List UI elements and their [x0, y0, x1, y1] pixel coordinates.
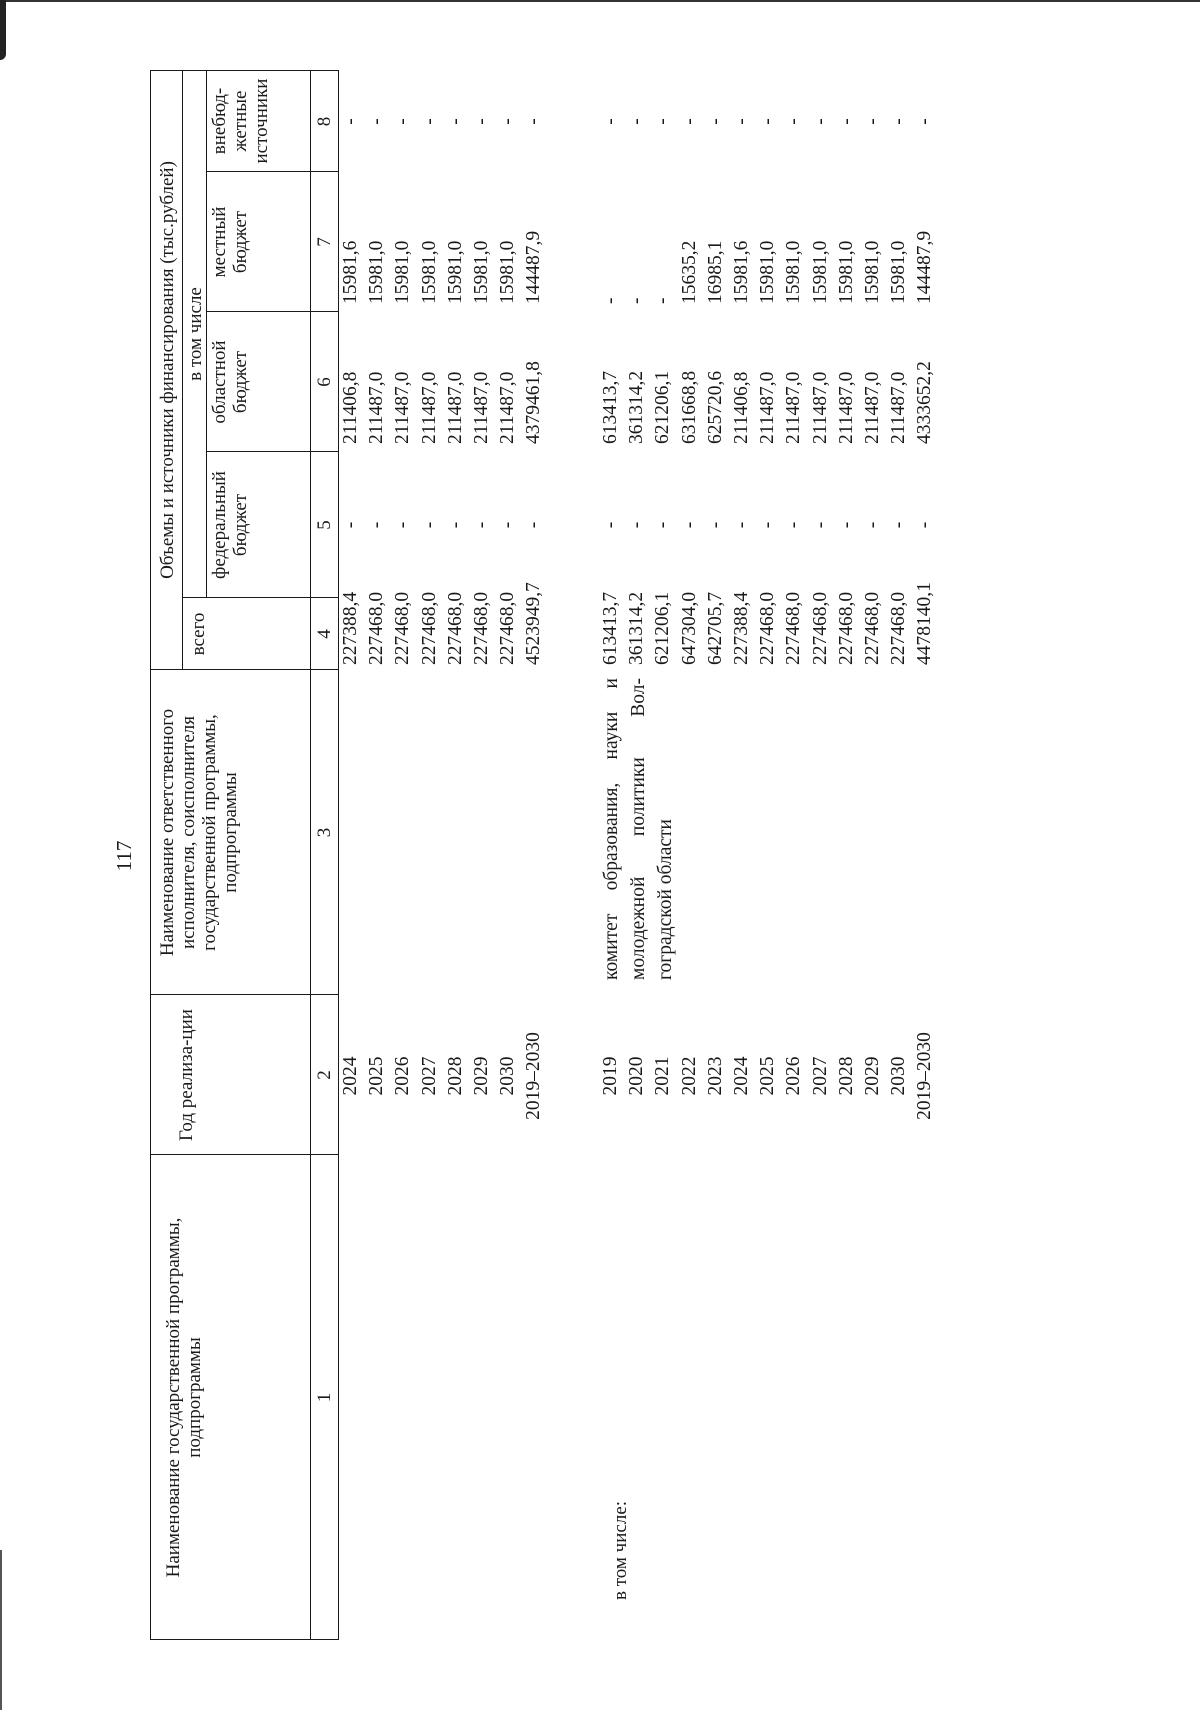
regional-cell: 613413,7 — [600, 370, 621, 444]
total-cell: 227468,0 — [757, 591, 779, 665]
total-cell: 361314,2 — [626, 591, 648, 665]
total-cell: 4523949,7 — [523, 582, 545, 665]
extra-cell: - — [497, 118, 519, 125]
year-cell: 2019 — [600, 1056, 621, 1096]
header-funding: Объемы и источники финансирования (тыс.рублей) — [156, 161, 178, 579]
total-cell: 613413,7 — [600, 591, 621, 665]
year-cell: 2024 — [340, 1056, 361, 1096]
extra-cell: - — [809, 118, 831, 125]
extra-cell: - — [652, 118, 674, 125]
federal-cell: - — [600, 521, 621, 529]
col-border-1 — [150, 1154, 338, 1155]
regional-cell: 631668,8 — [678, 370, 700, 444]
total-cell: 227468,0 — [366, 591, 388, 665]
federal-cell: - — [888, 521, 910, 529]
local-cell: 144487,9 — [523, 230, 545, 304]
federal-cell: - — [678, 521, 700, 529]
year-cell: 2029 — [861, 1056, 883, 1096]
year-cell: 2026 — [783, 1056, 805, 1096]
year-cell: 2026 — [392, 1056, 414, 1096]
federal-cell: - — [704, 521, 726, 529]
regional-cell: 625720,6 — [704, 370, 726, 444]
total-cell: 227468,0 — [809, 591, 831, 665]
header-federal: федеральный бюджет — [209, 471, 251, 579]
local-cell: 15981,0 — [366, 240, 388, 304]
local-cell: - — [600, 297, 621, 304]
total-cell: 227468,0 — [470, 591, 492, 665]
block1-local — [338, 174, 548, 304]
block2-regional — [598, 314, 938, 444]
year-cell: 2028 — [835, 1056, 857, 1096]
federal-cell: - — [418, 521, 440, 529]
block1-federal — [338, 452, 548, 598]
local-cell: 16985,1 — [704, 240, 726, 304]
regional-cell: 211406,8 — [340, 371, 361, 444]
extra-cell: - — [626, 118, 648, 125]
local-cell: - — [652, 297, 674, 304]
local-cell: 15981,0 — [809, 240, 831, 304]
federal-cell: - — [783, 521, 805, 529]
year-cell: 2019–2030 — [914, 1032, 936, 1120]
total-cell: 227388,4 — [730, 591, 752, 665]
year-cell: 2030 — [497, 1056, 519, 1096]
extra-cell: - — [418, 118, 440, 125]
federal-cell: - — [809, 521, 831, 529]
header-total: всего — [187, 612, 209, 656]
federal-cell: - — [652, 521, 674, 529]
regional-cell: 211487,0 — [366, 371, 388, 444]
total-cell: 227468,0 — [888, 591, 910, 665]
rotated-table-page — [150, 70, 1190, 1640]
column-number-3: 3 — [314, 827, 335, 838]
block2-extra — [598, 71, 938, 172]
regional-cell: 211487,0 — [497, 371, 519, 444]
local-cell: 15981,0 — [835, 240, 857, 304]
header-extra: внебюд-жетные источники — [208, 78, 272, 164]
federal-cell: - — [914, 521, 936, 529]
regional-cell: 211487,0 — [783, 371, 805, 444]
year-cell: 2023 — [704, 1056, 726, 1096]
year-cell: 2022 — [678, 1056, 700, 1096]
scan-binding-mark — [0, 0, 6, 60]
extra-cell: - — [757, 118, 779, 125]
year-cell: 2025 — [366, 1056, 388, 1096]
local-cell: 15981,6 — [340, 240, 361, 304]
year-cell: 2025 — [757, 1056, 779, 1096]
local-cell: 15981,0 — [418, 240, 440, 304]
regional-cell: 211487,0 — [835, 371, 857, 444]
column-number-8: 8 — [314, 116, 335, 127]
total-cell: 227468,0 — [497, 591, 519, 665]
regional-cell: 211487,0 — [757, 371, 779, 444]
total-cell: 227468,0 — [418, 591, 440, 665]
block2-years — [598, 1000, 938, 1152]
total-cell: 227468,0 — [392, 591, 414, 665]
scan-top-edge — [0, 0, 1200, 2]
extra-cell: - — [914, 118, 936, 125]
extra-cell: - — [835, 118, 857, 125]
table-top-border — [150, 70, 151, 1640]
extra-cell: - — [783, 118, 805, 125]
federal-cell: - — [470, 521, 492, 529]
regional-cell: 211487,0 — [470, 371, 492, 444]
regional-cell: 211487,0 — [888, 371, 910, 444]
total-cell: 227468,0 — [835, 591, 857, 665]
header-line-including — [206, 70, 207, 598]
block2-federal — [598, 452, 938, 598]
year-cell: 2028 — [444, 1056, 466, 1096]
header-year: Год реализа-ции — [175, 1009, 197, 1141]
extra-cell: - — [600, 118, 621, 125]
total-cell: 647304,0 — [678, 591, 700, 665]
federal-cell: - — [392, 521, 414, 529]
federal-cell: - — [757, 521, 779, 529]
total-cell: 4478140,1 — [914, 582, 936, 665]
year-cell: 2021 — [652, 1056, 674, 1096]
column-numbers-bottom — [338, 70, 339, 1640]
extra-cell: - — [366, 118, 388, 125]
header-line-funding — [182, 70, 183, 670]
regional-cell: 621206,1 — [652, 370, 674, 444]
regional-cell: 211487,0 — [809, 371, 831, 444]
extra-cell: - — [730, 118, 752, 125]
year-cell: 2020 — [626, 1056, 648, 1096]
total-cell: 227468,0 — [444, 591, 466, 665]
including-label: в том числе: — [610, 1500, 631, 1600]
regional-cell: 4379461,8 — [523, 361, 545, 444]
header-regional: областной бюджет — [209, 340, 251, 424]
local-cell: 15981,0 — [392, 240, 414, 304]
local-cell: 15981,0 — [861, 240, 883, 304]
federal-cell: - — [444, 521, 466, 529]
block2-local — [598, 174, 938, 304]
federal-cell: - — [861, 521, 883, 529]
block1-years — [338, 1000, 548, 1152]
local-cell: 15981,0 — [757, 240, 779, 304]
federal-cell: - — [730, 521, 752, 529]
header-local: местный бюджет — [209, 206, 251, 278]
local-cell: 15981,0 — [783, 240, 805, 304]
col-border-3 — [150, 669, 338, 670]
header-line-bottom — [310, 70, 311, 1640]
federal-cell: - — [523, 521, 545, 529]
extra-cell: - — [392, 118, 414, 125]
year-cell: 2024 — [730, 1056, 752, 1096]
federal-cell: - — [835, 521, 857, 529]
block2-executor: комитет образования, науки и молодежной политики Вол-гоградской области — [601, 678, 676, 980]
column-number-2: 2 — [314, 1070, 335, 1080]
column-number-5: 5 — [314, 520, 335, 530]
block1-regional — [338, 314, 548, 444]
regional-cell: 211487,0 — [444, 371, 466, 444]
federal-cell: - — [340, 521, 361, 529]
header-program-name: Наименование государственной программы, подпрограммы — [163, 1217, 205, 1578]
regional-cell: 361314,2 — [626, 370, 648, 444]
extra-cell: - — [888, 118, 910, 125]
local-cell: 15635,2 — [678, 240, 700, 304]
year-cell: 2019–2030 — [523, 1032, 545, 1120]
column-number-1: 1 — [314, 1392, 335, 1403]
extra-cell: - — [470, 118, 492, 125]
year-cell: 2029 — [470, 1056, 492, 1096]
header-including: в том числе — [184, 287, 206, 381]
regional-cell: 211487,0 — [418, 371, 440, 444]
extra-cell: - — [704, 118, 726, 125]
extra-cell: - — [861, 118, 883, 125]
extra-cell: - — [678, 118, 700, 125]
extra-cell: - — [340, 118, 361, 125]
regional-cell: 211406,8 — [730, 371, 752, 444]
year-cell: 2027 — [418, 1056, 440, 1096]
total-cell: 621206,1 — [652, 591, 674, 665]
total-cell: 227388,4 — [340, 591, 361, 665]
total-cell: 642705,7 — [704, 591, 726, 665]
column-number-4: 4 — [314, 629, 335, 639]
extra-cell: - — [523, 118, 545, 125]
total-cell: 227468,0 — [861, 591, 883, 665]
local-cell: - — [626, 297, 648, 304]
regional-cell: 211487,0 — [861, 371, 883, 444]
extra-cell: - — [444, 118, 466, 125]
local-cell: 15981,0 — [497, 240, 519, 304]
federal-cell: - — [626, 521, 648, 529]
col-border-2 — [150, 994, 338, 995]
scan-left-edge — [0, 1550, 2, 1710]
page-number: 117 — [112, 840, 136, 872]
local-cell: 15981,0 — [888, 240, 910, 304]
year-cell: 2030 — [888, 1056, 910, 1096]
local-cell: 15981,0 — [444, 240, 466, 304]
total-cell: 227468,0 — [783, 591, 805, 665]
col-border-left — [150, 1639, 338, 1640]
federal-cell: - — [497, 521, 519, 529]
local-cell: 15981,0 — [470, 240, 492, 304]
regional-cell: 211487,0 — [392, 371, 414, 444]
regional-cell: 4333652,2 — [914, 361, 936, 444]
year-cell: 2027 — [809, 1056, 831, 1096]
column-number-7: 7 — [314, 237, 335, 247]
local-cell: 144487,9 — [914, 230, 936, 304]
block1-extra — [338, 71, 548, 172]
column-number-6: 6 — [314, 377, 335, 387]
header-executor: Наименование ответственного исполнителя, соисполнителя государственной программы, подпрограммы — [157, 708, 241, 957]
federal-cell: - — [366, 521, 388, 529]
local-cell: 15981,6 — [730, 240, 752, 304]
